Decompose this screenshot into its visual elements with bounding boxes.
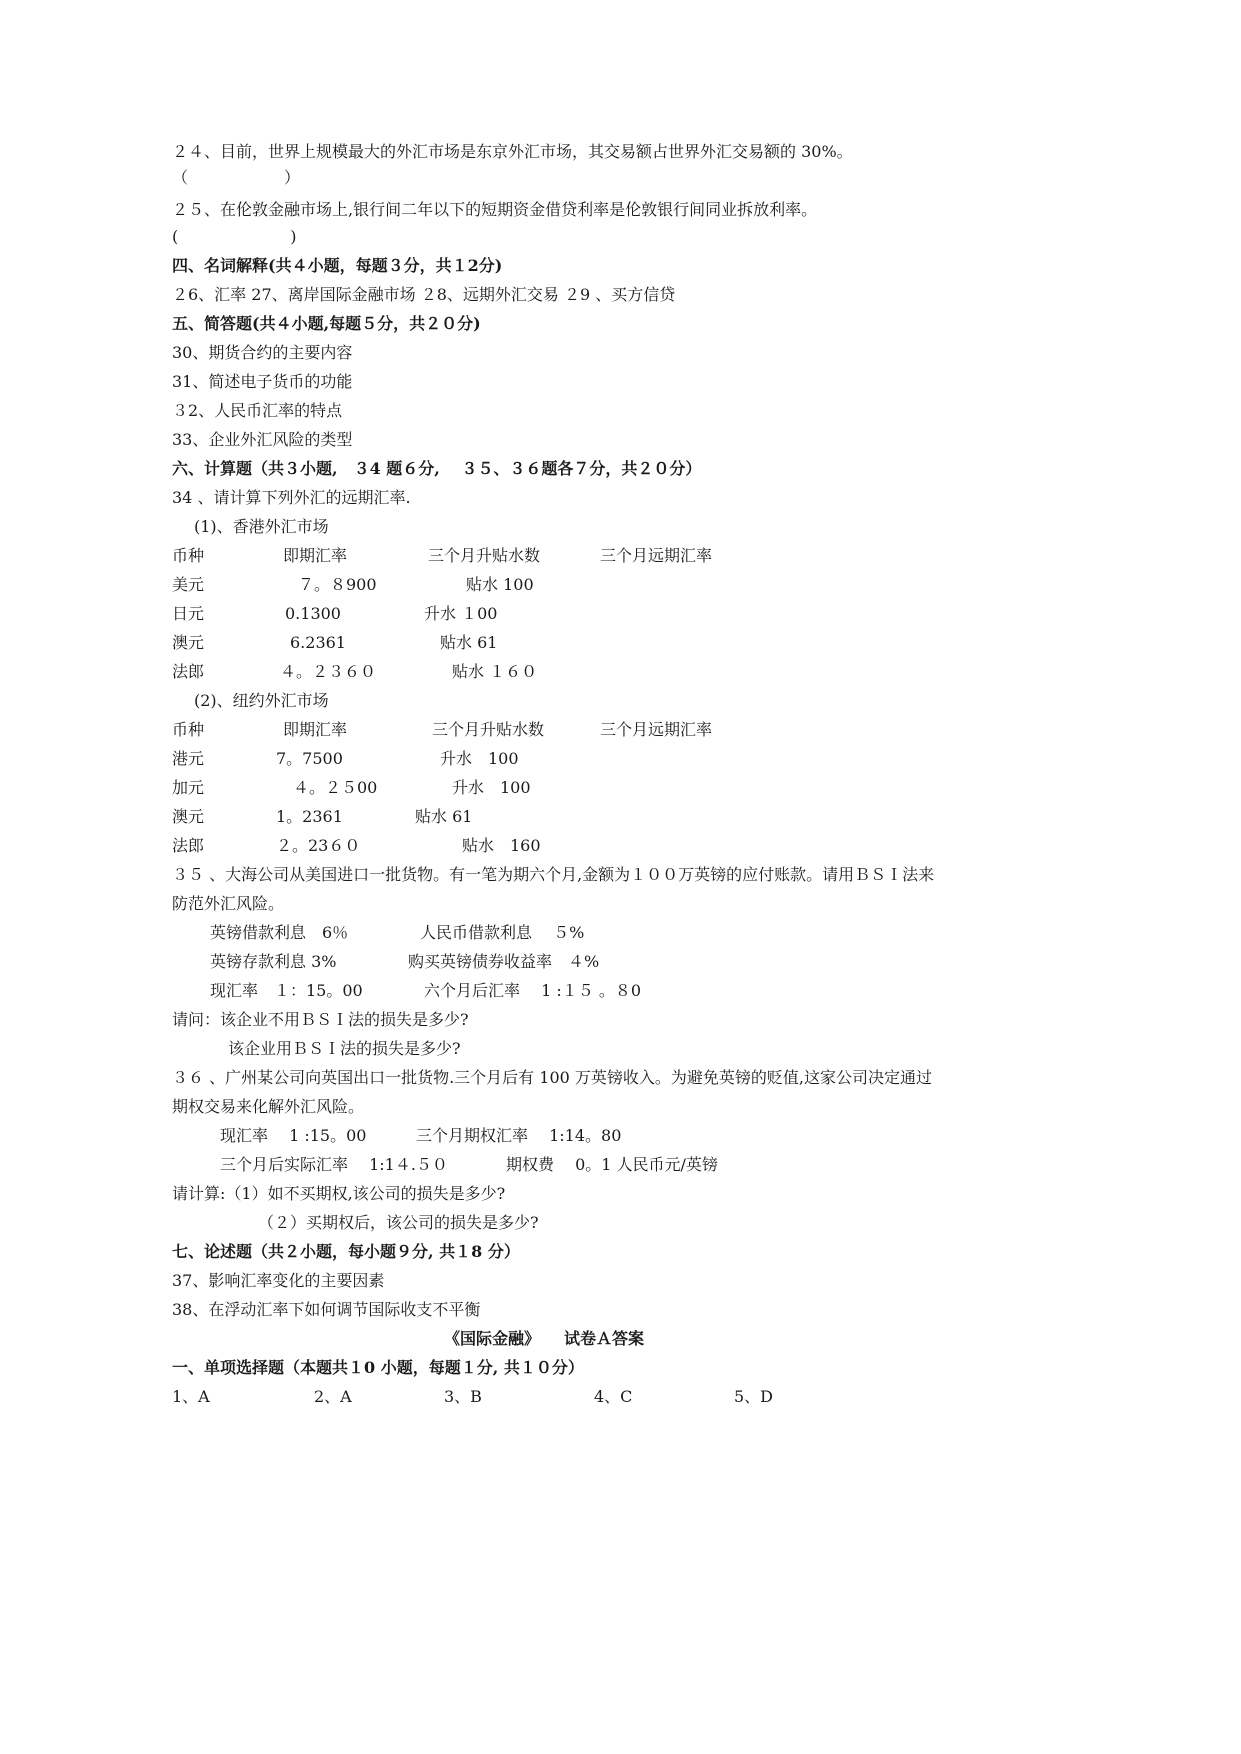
table-header-spot: 即期汇率 bbox=[283, 720, 348, 739]
question-24: ２４、目前，世界上规模最大的外汇市场是东京外汇市场，其交易额占世界外汇交易额的 30%。 bbox=[172, 142, 853, 161]
section-6-title: 六、计算题（共３小题, ３4 题６分, ３５、３６题各７分，共２０分） bbox=[172, 459, 702, 478]
question-30: 30、期货合约的主要内容 bbox=[172, 343, 353, 362]
table-cell: 贴水 １６０ bbox=[452, 662, 538, 681]
section-4-title: 四、名词解释(共４小题，每题３分，共１2分) bbox=[172, 256, 503, 275]
table-cell: 日元 bbox=[172, 604, 205, 623]
table-header-currency: 币种 bbox=[172, 546, 205, 565]
section-4-items: ２6、汇率 27、离岸国际金融市场 ２8、远期外汇交易 ２9 、买方信贷 bbox=[172, 285, 676, 304]
q35-gbp-deposit-rate: 英镑存款利息 3% bbox=[210, 952, 337, 971]
q36-ask-1: 请计算:（1）如不买期权,该公司的损失是多少? bbox=[172, 1184, 506, 1203]
q35-rmb-loan-rate: 人民币借款利息 ５% bbox=[420, 923, 585, 942]
answer-item: 4、C bbox=[594, 1387, 633, 1406]
table-cell: 贴水 100 bbox=[466, 575, 534, 594]
table-cell: 贴水 61 bbox=[440, 633, 498, 652]
table-cell: 澳元 bbox=[172, 633, 205, 652]
question-33: 33、企业外汇风险的类型 bbox=[172, 430, 353, 449]
answer-item: 3、B bbox=[444, 1387, 482, 1406]
table-cell: 澳元 bbox=[172, 807, 205, 826]
table-cell: ７。８900 bbox=[298, 575, 377, 594]
q35-spot-rate: 现汇率 １：15。00 bbox=[210, 981, 363, 1000]
table-cell: ４。２５00 bbox=[293, 778, 378, 797]
section-5-title: 五、简答题(共４小题,每题５分，共２０分) bbox=[172, 314, 481, 333]
answer-blank-24: （ ） bbox=[172, 168, 301, 187]
q35-gbp-loan-rate: 英镑借款利息 6％ bbox=[210, 923, 349, 942]
table-cell: 法郎 bbox=[172, 662, 205, 681]
question-31: 31、简述电子货币的功能 bbox=[172, 372, 353, 391]
table-cell: 6.2361 bbox=[290, 633, 346, 652]
table-header-currency: 币种 bbox=[172, 720, 205, 739]
answer-item: 1、A bbox=[172, 1387, 210, 1406]
question-32: ３2、人民币汇率的特点 bbox=[172, 401, 343, 420]
table-header-swap: 三个月升贴水数 bbox=[428, 546, 541, 565]
q36-spot-rate: 现汇率 1 :15。00 bbox=[220, 1126, 367, 1145]
q35-ask-2: 该企业用ＢＳＩ法的损失是多少? bbox=[228, 1039, 461, 1058]
table-cell: 0.1300 bbox=[285, 604, 341, 623]
table-cell: 1。2361 bbox=[276, 807, 343, 826]
table-cell: 加元 bbox=[172, 778, 205, 797]
question-36: ３６ 、广州某公司向英国出口一批货物.三个月后有 100 万英镑收入。为避免英镑的贬值,这家公司决定通过 bbox=[172, 1068, 932, 1087]
answer-key-title: 《国际金融》 试卷Ａ答案 bbox=[444, 1329, 645, 1348]
answer-section-1-title: 一、单项选择题（本题共１0 小题，每题１分, 共１０分） bbox=[172, 1358, 584, 1377]
answer-blank-25: ( ) bbox=[172, 227, 297, 246]
table-cell: 升水 １00 bbox=[424, 604, 498, 623]
question-35: ３５ 、大海公司从美国进口一批货物。有一笔为期六个月,金额为１００万英镑的应付账款。请用ＢＳＩ法来 bbox=[172, 865, 935, 884]
table-header-forward: 三个月远期汇率 bbox=[600, 546, 713, 565]
table-cell: 法郎 bbox=[172, 836, 205, 855]
table-header-forward: 三个月远期汇率 bbox=[600, 720, 713, 739]
question-37: 37、影响汇率变化的主要因素 bbox=[172, 1271, 385, 1290]
q36-ask-2: （２）买期权后，该公司的损失是多少? bbox=[258, 1213, 539, 1232]
question-36-cont: 期权交易来化解外汇风险。 bbox=[172, 1097, 365, 1116]
market-newyork-title: (2)、纽约外汇市场 bbox=[194, 691, 329, 710]
table-cell: 7。7500 bbox=[276, 749, 343, 768]
table-cell: ４。２３６０ bbox=[280, 662, 377, 681]
table-cell: 贴水 160 bbox=[462, 836, 541, 855]
answer-item: 5、D bbox=[734, 1387, 774, 1406]
table-cell: 贴水 61 bbox=[415, 807, 473, 826]
table-header-spot: 即期汇率 bbox=[283, 546, 348, 565]
q35-bond-yield: 购买英镑债券收益率 ４% bbox=[408, 952, 600, 971]
table-cell: 升水 100 bbox=[440, 749, 519, 768]
question-35-cont: 防范外汇风险。 bbox=[172, 894, 285, 913]
q36-option-rate: 三个月期权汇率 1:14。80 bbox=[416, 1126, 622, 1145]
question-38: 38、在浮动汇率下如何调节国际收支不平衡 bbox=[172, 1300, 481, 1319]
q36-actual-rate: 三个月后实际汇率 1:1４.５０ bbox=[220, 1155, 448, 1174]
question-34: 34 、请计算下列外汇的远期汇率. bbox=[172, 488, 411, 507]
q35-six-month-rate: 六个月后汇率 1 :１５ 。８0 bbox=[424, 981, 642, 1000]
table-header-swap: 三个月升贴水数 bbox=[432, 720, 545, 739]
market-hongkong-title: (1)、香港外汇市场 bbox=[194, 517, 329, 536]
question-25: ２５、在伦敦金融市场上,银行间二年以下的短期资金借贷利率是伦敦银行间同业拆放利率。 bbox=[172, 200, 818, 219]
q36-option-fee: 期权费 0。1 人民币元/英镑 bbox=[506, 1155, 718, 1174]
table-cell: 美元 bbox=[172, 575, 205, 594]
q35-ask-1: 请问：该企业不用ＢＳＩ法的损失是多少? bbox=[172, 1010, 469, 1029]
answer-item: 2、A bbox=[314, 1387, 352, 1406]
section-7-title: 七、论述题（共２小题，每小题９分, 共１8 分） bbox=[172, 1242, 520, 1261]
table-cell: 升水 100 bbox=[452, 778, 531, 797]
table-cell: 港元 bbox=[172, 749, 205, 768]
table-cell: ２。23６０ bbox=[276, 836, 361, 855]
